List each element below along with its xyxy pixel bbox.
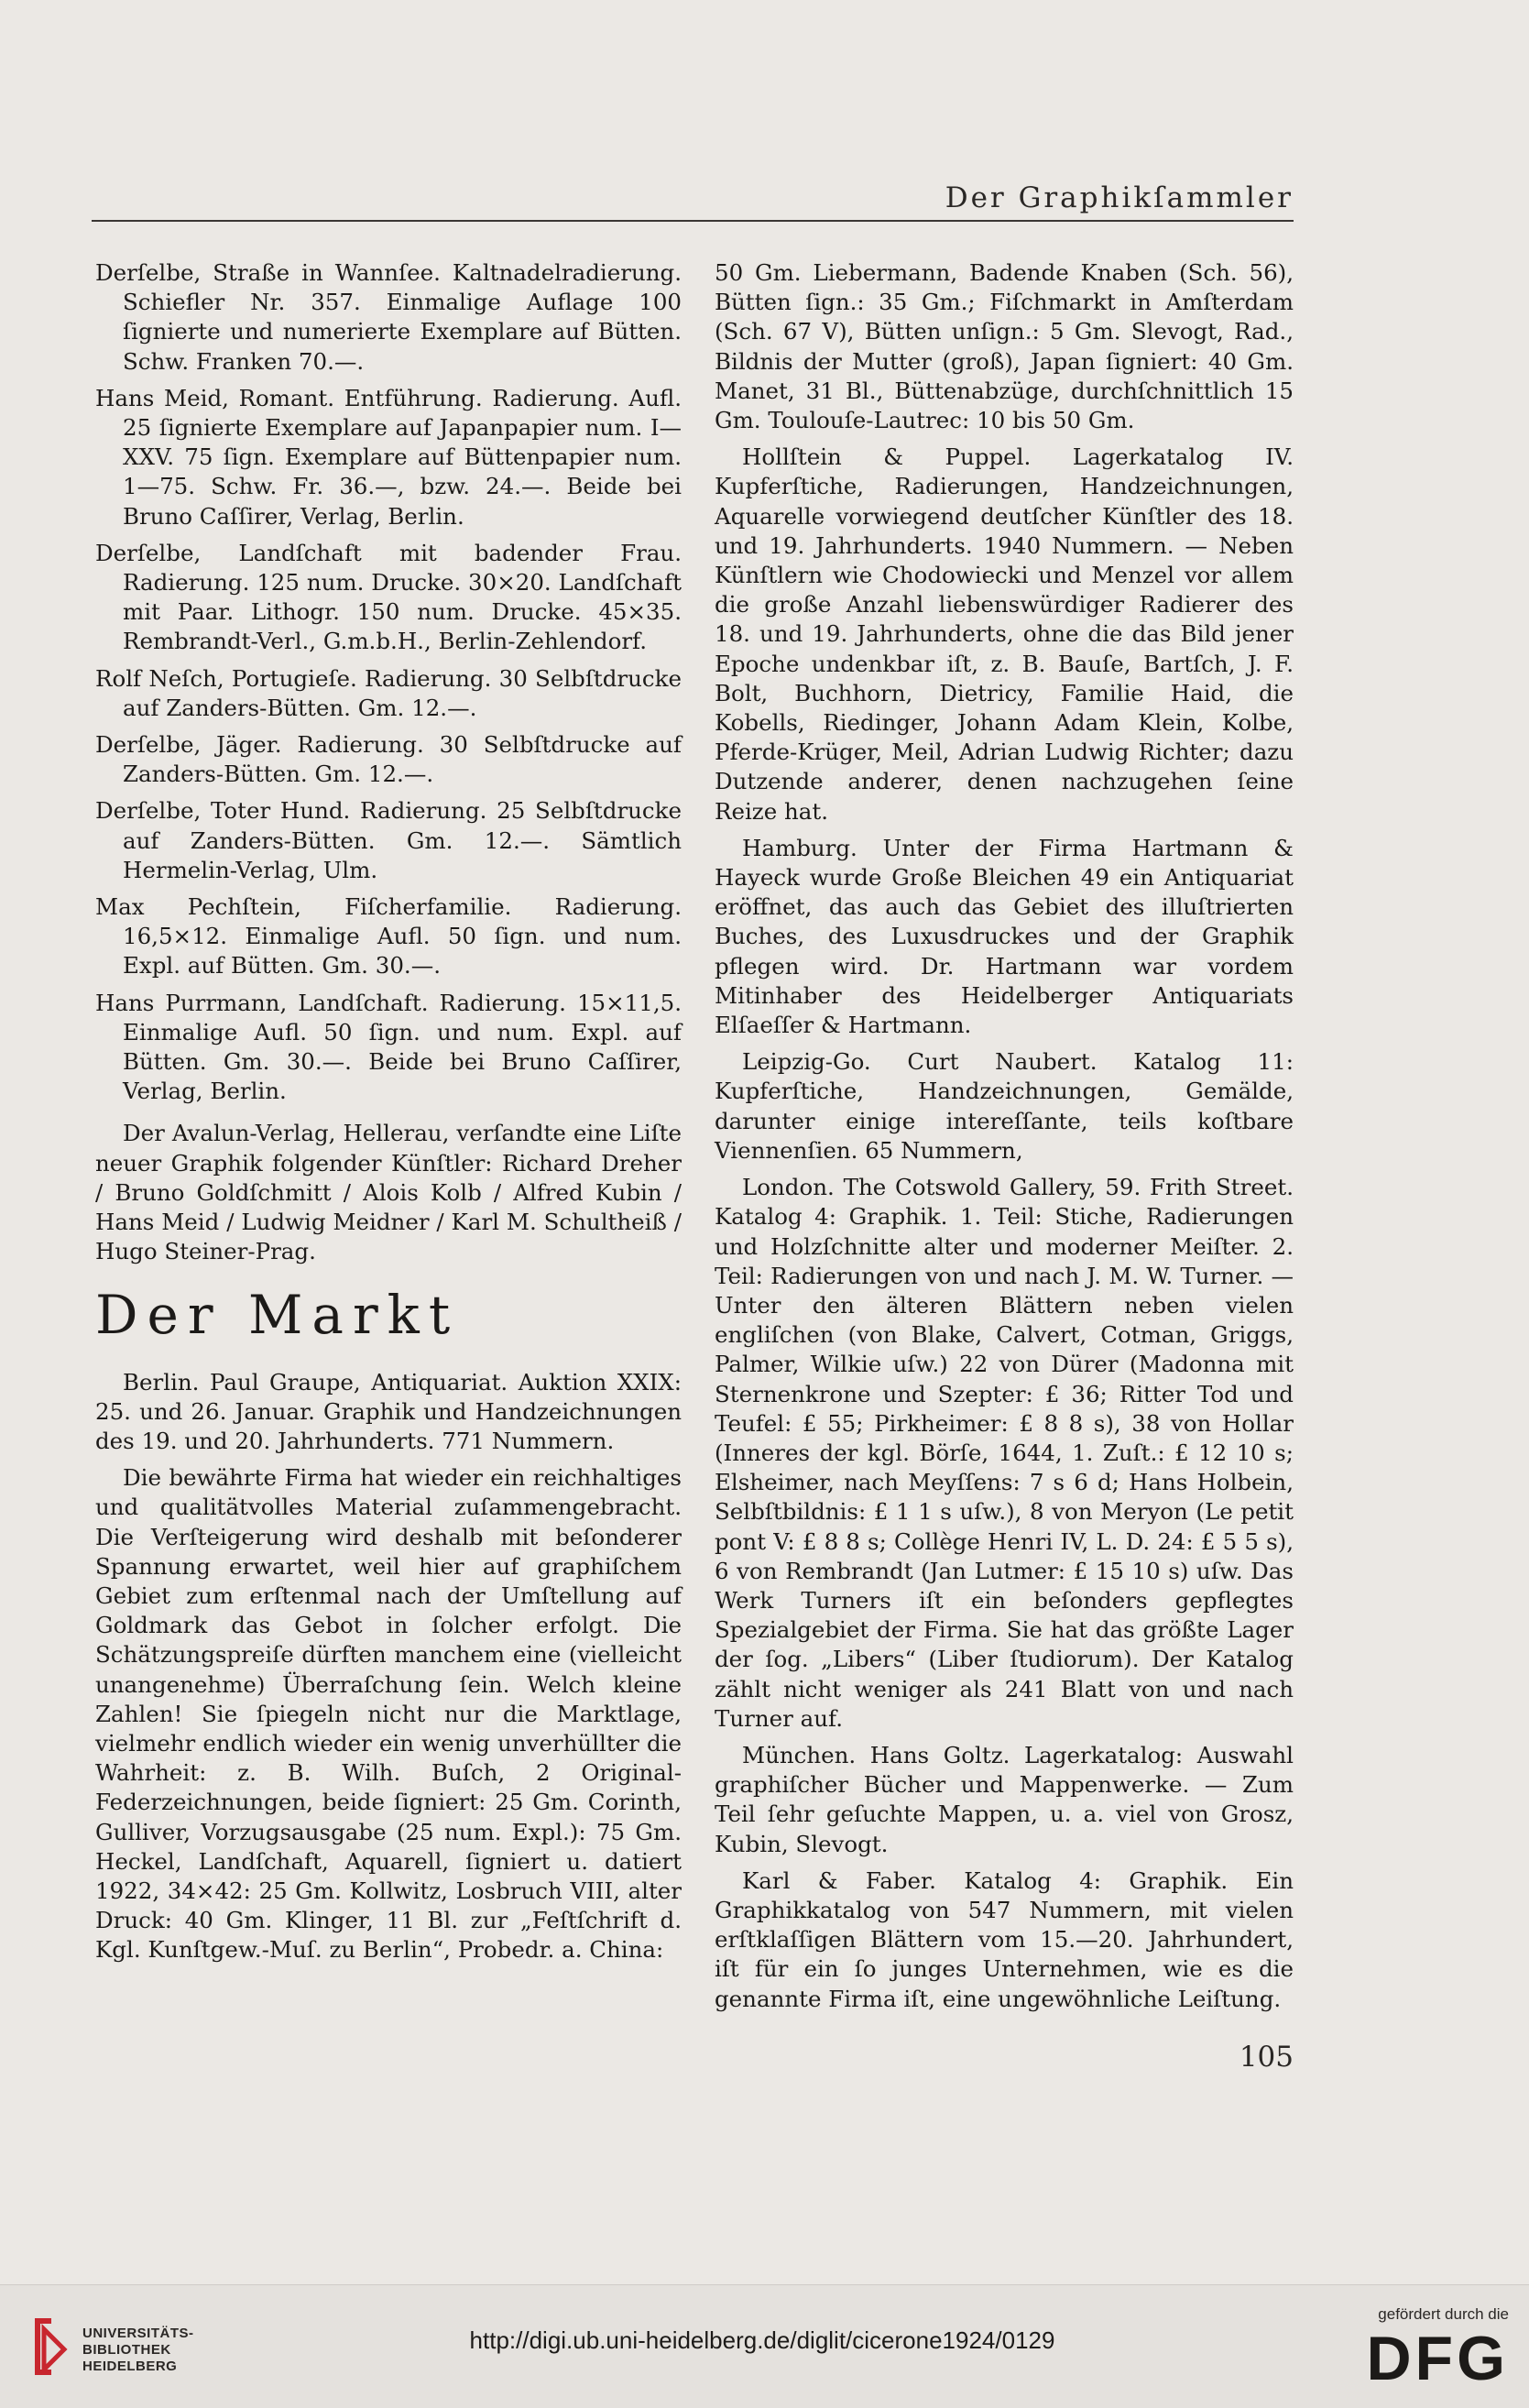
funded-by-text: gefördert durch die [1378,2305,1509,2323]
catalog-entry: Hans Meid, Romant. Entführung. Radierung. Aufl. 25 ſignierte Exemplare auf Japanpapier num. I—XXV. 75 ſign. Exemplare auf Büttenpapier num. 1—75. Schw. Fr. 36.—, bzw. 24.—. Beide bei Bruno Caſſirer, Verlag, Berlin. [95,384,682,530]
library-logo[interactable] [27,2313,247,2386]
library-name-line: BIBLIOTHEK [82,2342,171,2358]
catalog-entry: Derſelbe, Jäger. Radierung. 30 Selbſtdrucke auf Zanders-Bütten. Gm. 12.—. [95,731,682,788]
markt-paragraph: London. The Cotswold Gallery, 59. Frith Street. Katalog 4: Graphik. 1. Teil: Stiche, Radierungen und Holzſchnitte alter und moderner Meiſter. 2. Teil: Radierungen von und nach J. M. W. Turner. — Unter den älteren Blättern neben vielen engliſchen (von Blake, Calvert, Cotman, Griggs, Palmer, Wilkie uſw.) 22 von Dürer (Madonna mit Sternenkrone und Szepter: £ 36; Ritter Tod und Teufel: £ 55; Pirkheimer: £ 8 8 s), 38 von Hollar (Inneres der kgl. Börſe, 1644, 1. Zuſt.: £ 12 10 s; Elsheimer, nach Meyſſens: 7 s 6 d; Hans Holbein, Selbſtbildnis: £ 1 1 s uſw.), 8 von Meryon (Le petit pont V: £ 8 8 s; Collège Henri IV, L. D. 24: £ 5 5 s), 6 von Rembrandt (Jan Lutmer: £ 15 10 s) uſw. Das Werk Turners iſt ein beſonders gepflegtes Spezialgebiet der Firma. Sie hat das größte Lager der ſog. „Libers“ (Liber ſtudiorum). Der Katalog zählt nicht weniger als 241 Blatt von und nach Turner auf. [715,1174,1294,1732]
library-name-line: UNIVERSITÄTS- [82,2326,194,2341]
viewer-footer [0,2284,1529,2408]
markt-paragraph: Hamburg. Unter der Firma Hartmann & Hayeck wurde Große Bleichen 49 ein Antiquariat eröffnet, das auch das Gebiet des illuſtrierten Buches, des Luxusdruckes und der Graphik pflegen wird. Dr. Hartmann war vordem Mitinhaber des Heidelberger Antiquariats Elſaeſſer & Hartmann. [715,834,1294,1039]
right-column [715,258,1294,2021]
catalog-entry: Derſelbe, Straße in Wannſee. Kaltnadelradierung. Schiefler Nr. 357. Einmalige Auflage 100 ſignierte und numerierte Exemplare auf Bütten. Schw. Franken 70.—. [95,259,682,375]
markt-paragraph: Leipzig-Go. Curt Naubert. Katalog 11: Kupferſtiche, Handzeichnungen, Gemälde, darunter einige intereſſante, teils koſtbare Viennenſien. 65 Nummern, [715,1048,1294,1164]
dfg-logo[interactable] [1326,2305,1509,2393]
avalun-paragraph: Der Avalun-Verlag, Hellerau, verſandte eine Liſte neuer Graphik folgender Künſtler: Richard Dreher / Bruno Goldſchmitt / Alois Kolb / Alfred Kubin / Hans Meid / Ludwig Meidner / Karl M. Schultheiß / Hugo Steiner-Prag. [95,1120,682,1265]
markt-paragraph: 50 Gm. Liebermann, Badende Knaben (Sch. 56), Bütten ſign.: 35 Gm.; Fiſchmarkt in Amſterdam (Sch. 67 V), Bütten unſign.: 5 Gm. Slevogt, Rad., Bildnis der Mutter (groß), Japan ſigniert: 40 Gm. Manet, 31 Bl., Büttenabzüge, durchſchnittlich 15 Gm. Toulouſe-Lautrec: 10 bis 50 Gm. [715,259,1294,434]
page-number: 105 [1239,2041,1294,2074]
library-name-line: HEIDELBERG [82,2359,178,2374]
markt-paragraph: Berlin. Paul Graupe, Antiquariat. Auktion XXIX: 25. und 26. Januar. Graphik und Handzeichnungen des 19. und 20. Jahrhunderts. 771 Nummern. [95,1368,682,1454]
library-emblem-icon [27,2313,71,2381]
header-rule [92,220,1294,222]
running-title: Der Graphikſammler [945,181,1294,214]
section-title: Der Markt [95,1283,460,1346]
left-column [95,258,682,1973]
catalog-entry: Hans Purrmann, Landſchaft. Radierung. 15×11,5. Einmalige Aufl. 50 ſign. und num. Expl. auf Bütten. Gm. 30.—. Beide bei Bruno Caſſirer, Verlag, Berlin. [95,989,682,1105]
catalog-entry: Rolf Neſch, Portugieſe. Radierung. 30 Selbſtdrucke auf Zanders-Bütten. Gm. 12.—. [95,664,682,721]
catalog-entry: Derſelbe, Toter Hund. Radierung. 25 Selbſtdrucke auf Zanders-Bütten. Gm. 12.—. Sämtlich Hermelin-Verlag, Ulm. [95,797,682,883]
catalog-entry: Max Pechſtein, Fiſcherfamilie. Radierung. 16,5×12. Einmalige Aufl. 50 ſign. und num. Expl. auf Bütten. Gm. 30.—. [95,893,682,980]
dfg-wordmark: DFG [1366,2324,1509,2393]
library-name [82,2326,194,2375]
permalink-url[interactable]: http://digi.ub.uni-heidelberg.de/diglit/cicerone1924/0129 [469,2326,1055,2354]
markt-paragraph: München. Hans Goltz. Lagerkatalog: Auswahl graphiſcher Bücher und Mappenwerke. — Zum Teil ſehr geſuchte Mappen, u. a. viel von Grosz, Kubin, Slevogt. [715,1741,1294,1857]
markt-paragraph: Die bewährte Firma hat wieder ein reichhaltiges und qualitätvolles Material zuſammengebracht. Die Verſteigerung wird deshalb mit beſonderer Spannung erwartet, weil hier auf graphiſchem Gebiet zum erſtenmal nach der Umſtellung auf Goldmark das Gebot in ſolcher erfolgt. Die Schätzungspreiſe dürften manchem eine (vielleicht unangenehme) Überraſchung ſein. Welch kleine Zahlen! Sie ſpiegeln nicht nur die Marktlage, vielmehr endlich wieder ein wenig unverhüllter die Wahrheit: z. B. Wilh. Buſch, 2 Original-Federzeichnungen, beide ſigniert: 25 Gm. Corinth, Gulliver, Vorzugsausgabe (25 num. Expl.): 75 Gm. Heckel, Landſchaft, Aquarell, ſigniert u. datiert 1922, 34×42: 25 Gm. Kollwitz, Losbruch VIII, alter Druck: 40 Gm. Klinger, 11 Bl. zur „Feſtſchrift d. Kgl. Kunſtgew.-Muſ. zu Berlin“, Probedr. a. China: [95,1464,682,1964]
catalog-entry: Derſelbe, Landſchaft mit badender Frau. Radierung. 125 num. Drucke. 30×20. Landſchaft mit Paar. Lithogr. 150 num. Drucke. 45×35. Rembrandt-Verl., G.m.b.H., Berlin-Zehlendorf. [95,539,682,655]
markt-paragraph: Hollſtein & Puppel. Lagerkatalog IV. Kupferſtiche, Radierungen, Handzeichnungen, Aquarelle vorwiegend deutſcher Künſtler des 18. und 19. Jahrhunderts. 1940 Nummern. — Neben Künſtlern wie Chodowiecki und Menzel vor allem die große Anzahl liebenswürdiger Radierer des 18. und 19. Jahrhunderts, ohne die das Bild jener Epoche undenkbar iſt, z. B. Bauſe, Bartſch, J. F. Bolt, Buchhorn, Dietricy, Familie Haid, die Kobells, Riedinger, Johann Adam Klein, Kolbe, Pferde-Krüger, Meil, Adrian Ludwig Richter; dazu Dutzende anderer, denen nachzugehen ſeine Reize hat. [715,443,1294,825]
markt-paragraph: Karl & Faber. Katalog 4: Graphik. Ein Graphikkatalog von 547 Nummern, mit vielen erſtklaſſigen Blättern vom 15.—20. Jahrhundert, iſt für ein ſo junges Unternehmen, wie es die genannte Firma iſt, eine ungewöhnliche Leiſtung. [715,1866,1294,2012]
